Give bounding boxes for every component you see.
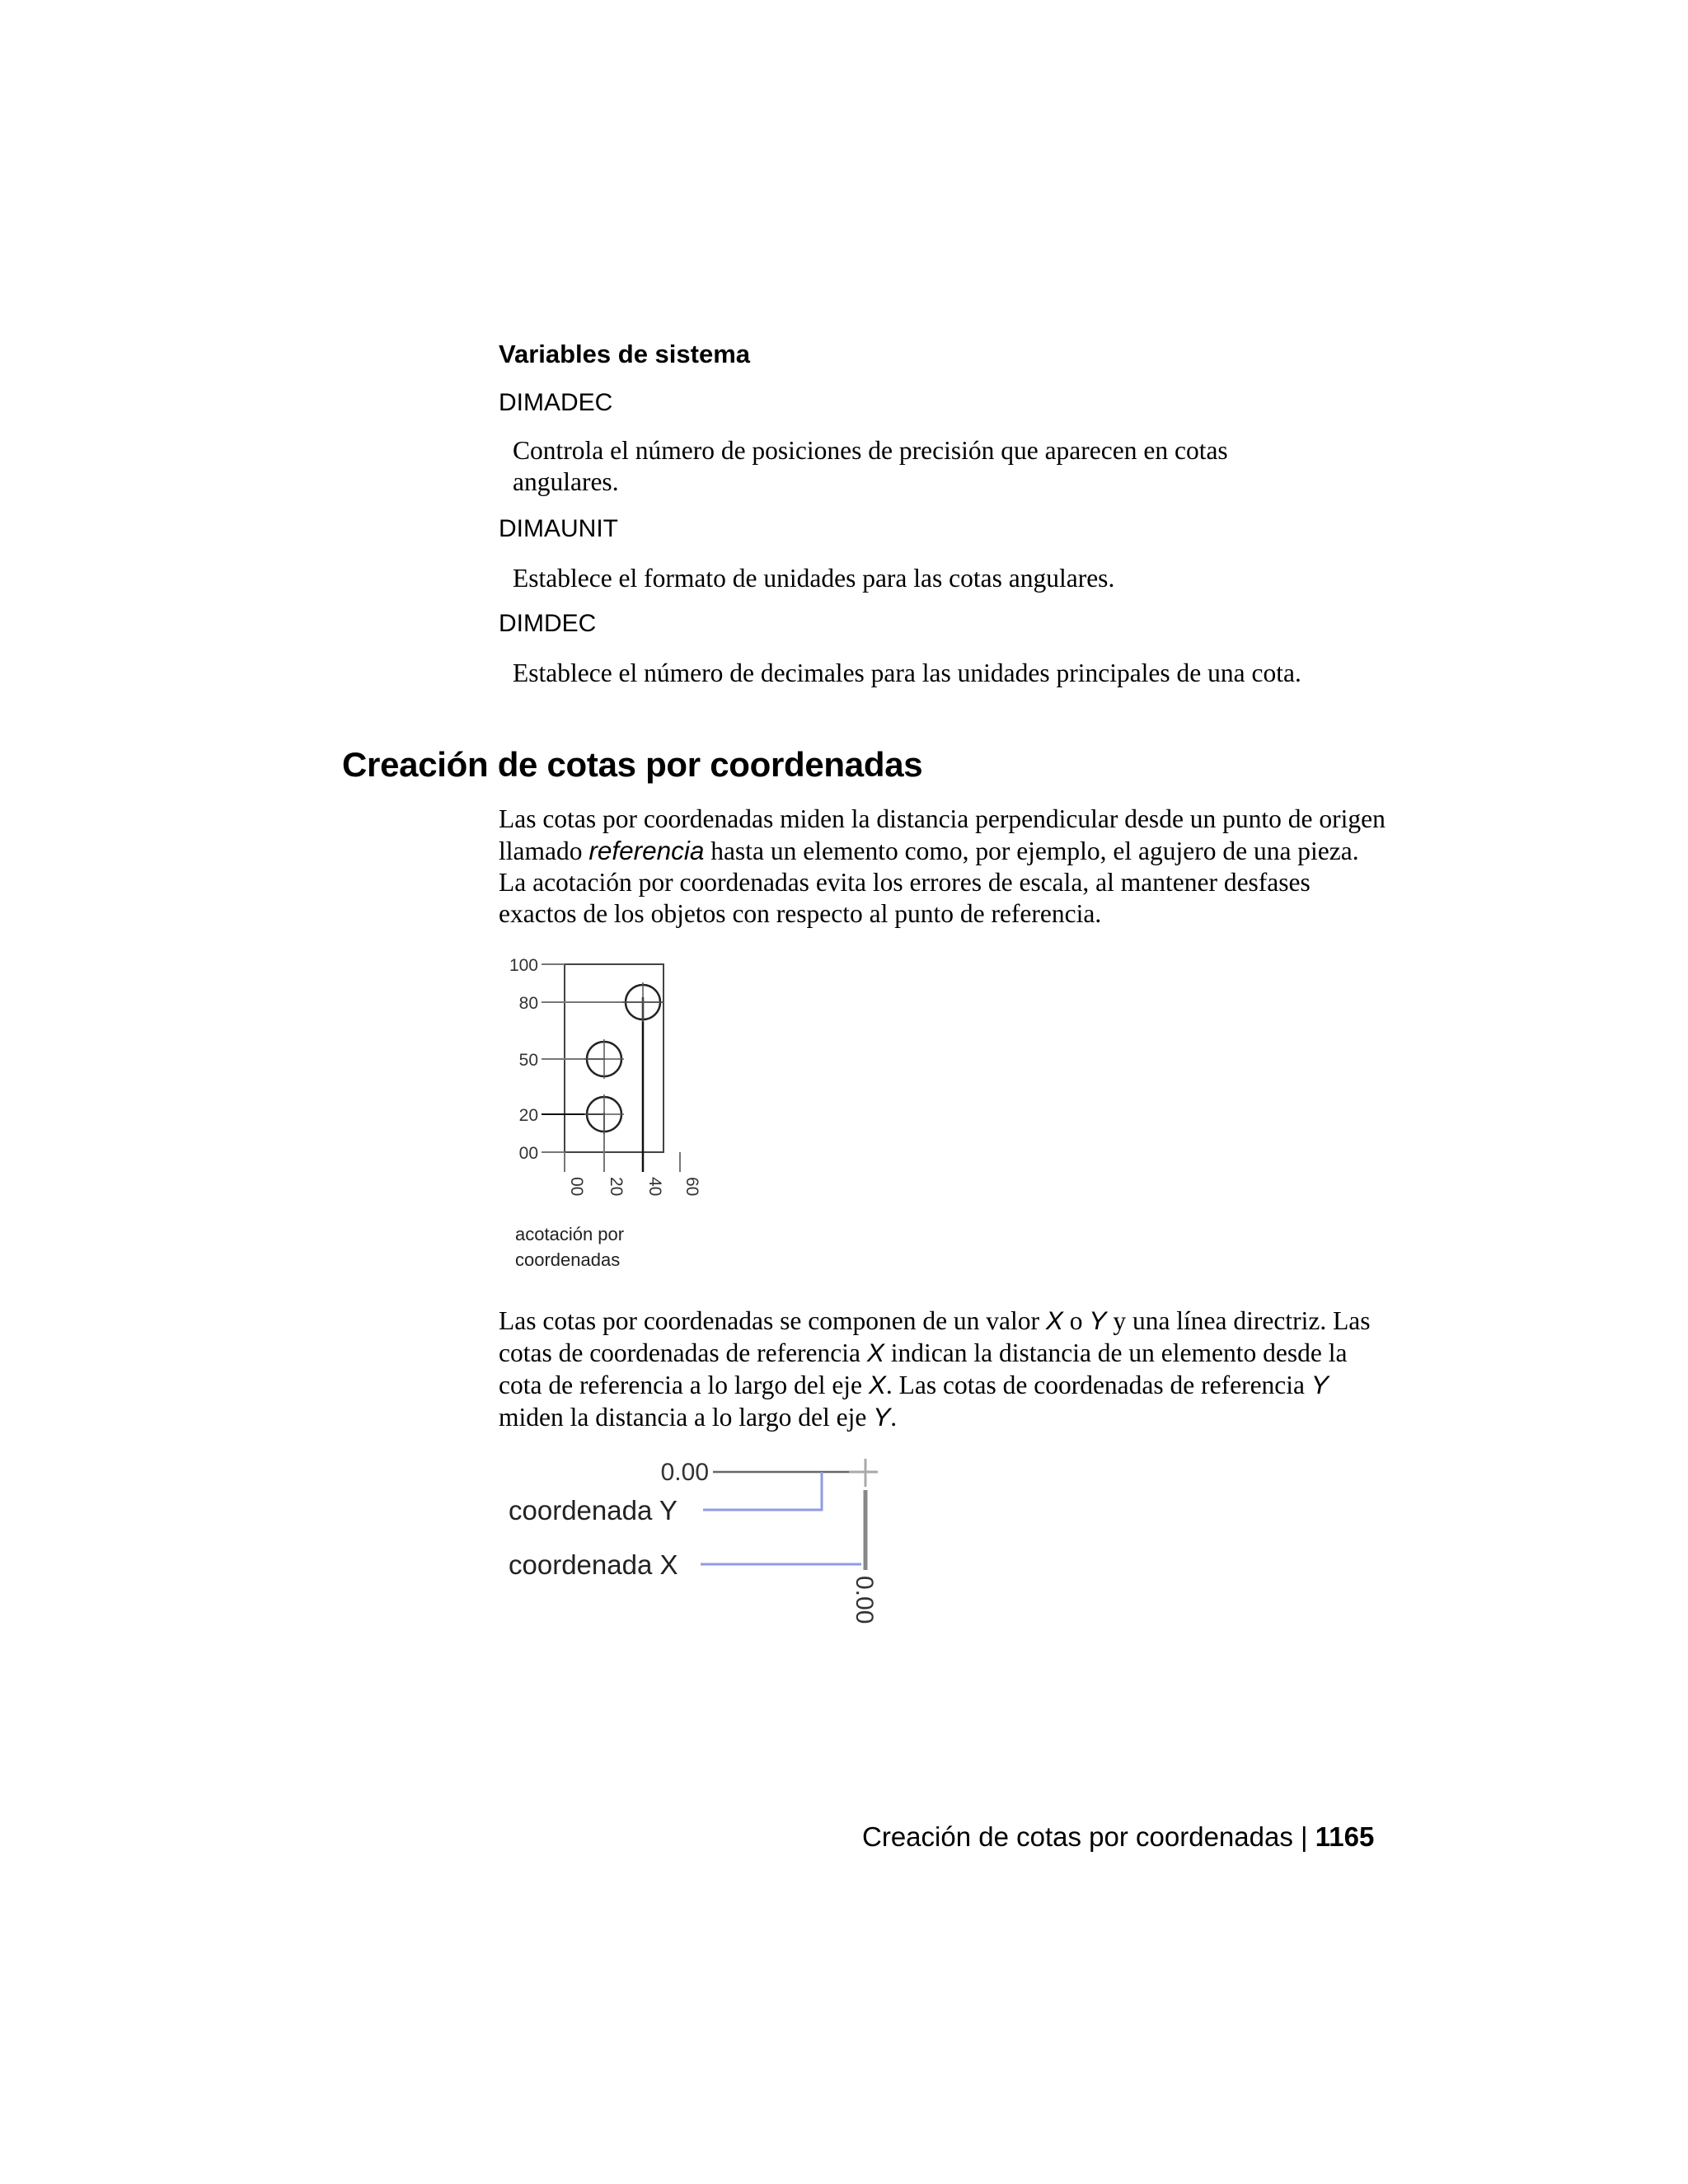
para2-text-3: y una línea directriz. Las cotas de coordenadas de referencia <box>499 1306 1371 1367</box>
footer-title: Creación de cotas por coordenadas <box>862 1821 1293 1852</box>
x-label-60: 60 <box>682 1177 701 1197</box>
top-value: 0.00 <box>660 1459 709 1486</box>
system-variables-heading: Variables de sistema <box>499 340 751 368</box>
para2-text-2: o <box>1062 1306 1090 1335</box>
para2-text-5: . Las cotas de coordenadas de referencia <box>885 1371 1311 1399</box>
variable-name-dimadec: DIMADEC <box>499 389 613 416</box>
variable-name-dimdec: DIMDEC <box>499 610 597 637</box>
para2-x: X <box>1045 1305 1063 1335</box>
y-label-80: 80 <box>518 994 538 1013</box>
variable-name-dimaunit: DIMAUNIT <box>499 515 618 542</box>
para2-text-4: indican la distancia de un elemento desde la cota de referencia a lo largo del eje <box>499 1338 1348 1399</box>
section-heading: Creación de cotas por coordenadas <box>342 745 923 784</box>
para2-text-6: miden la distancia a lo largo del eje <box>499 1403 874 1432</box>
page-footer <box>862 1821 1374 1853</box>
footer-separator: | <box>1301 1821 1308 1852</box>
y-label-00: 00 <box>518 1144 538 1163</box>
hole-top <box>622 982 663 1022</box>
para2-y3: Y <box>873 1402 891 1432</box>
paragraph-components <box>499 1305 1389 1433</box>
paragraph-intro <box>499 804 1389 930</box>
x-label-20: 20 <box>607 1177 626 1197</box>
y-label-50: 50 <box>518 1051 538 1070</box>
paragraph-intro-text-2: hasta un elemento como, por ejemplo, el agujero de una pieza. La acotación por coordenadas evita los errores de escala, al mantener desfases exactos de los objetos con respecto al punto de referencia. <box>499 837 1359 928</box>
figure1-caption-line2: coordenadas <box>515 1249 621 1270</box>
paragraph-intro-text-1: Las cotas por coordenadas miden la distancia perpendicular desde un punto de origen llamado <box>499 804 1386 865</box>
para2-x3: X <box>868 1370 886 1399</box>
ordinate-leader-figure <box>499 1451 911 1648</box>
variable-desc-dimaunit: Establece el formato de unidades para las cotas angulares. <box>513 564 1115 593</box>
x-label-40: 40 <box>645 1177 664 1197</box>
para2-y: Y <box>1089 1305 1107 1335</box>
para2-text-1: Las cotas por coordenadas se componen de un valor <box>499 1306 1046 1335</box>
y-label-100: 100 <box>509 956 538 975</box>
x-label-00: 00 <box>567 1177 586 1197</box>
label-coordenada-y: coordenada Y <box>509 1495 678 1526</box>
hole-middle <box>584 1039 624 1079</box>
variable-desc-dimdec: Establece el número de decimales para las unidades principales de una cota. <box>513 658 1301 687</box>
label-coordenada-x: coordenada X <box>509 1549 678 1580</box>
ordinate-dimension-figure <box>499 948 713 1277</box>
figure1-caption-line1: acotación por <box>515 1224 625 1244</box>
variable-desc-dimadec: Controla el número de posiciones de precisión que aparecen en cotas angulares. <box>513 436 1228 496</box>
para2-text-7: . <box>890 1403 898 1432</box>
leader-y <box>703 1472 822 1510</box>
para2-y2: Y <box>1311 1370 1329 1399</box>
hole-bottom <box>584 1094 624 1134</box>
term-referencia: referencia <box>588 836 705 865</box>
page-number: 1165 <box>1315 1821 1375 1852</box>
side-value: 0.00 <box>851 1576 878 1624</box>
y-label-20: 20 <box>518 1106 538 1125</box>
para2-x2: X <box>866 1338 884 1367</box>
